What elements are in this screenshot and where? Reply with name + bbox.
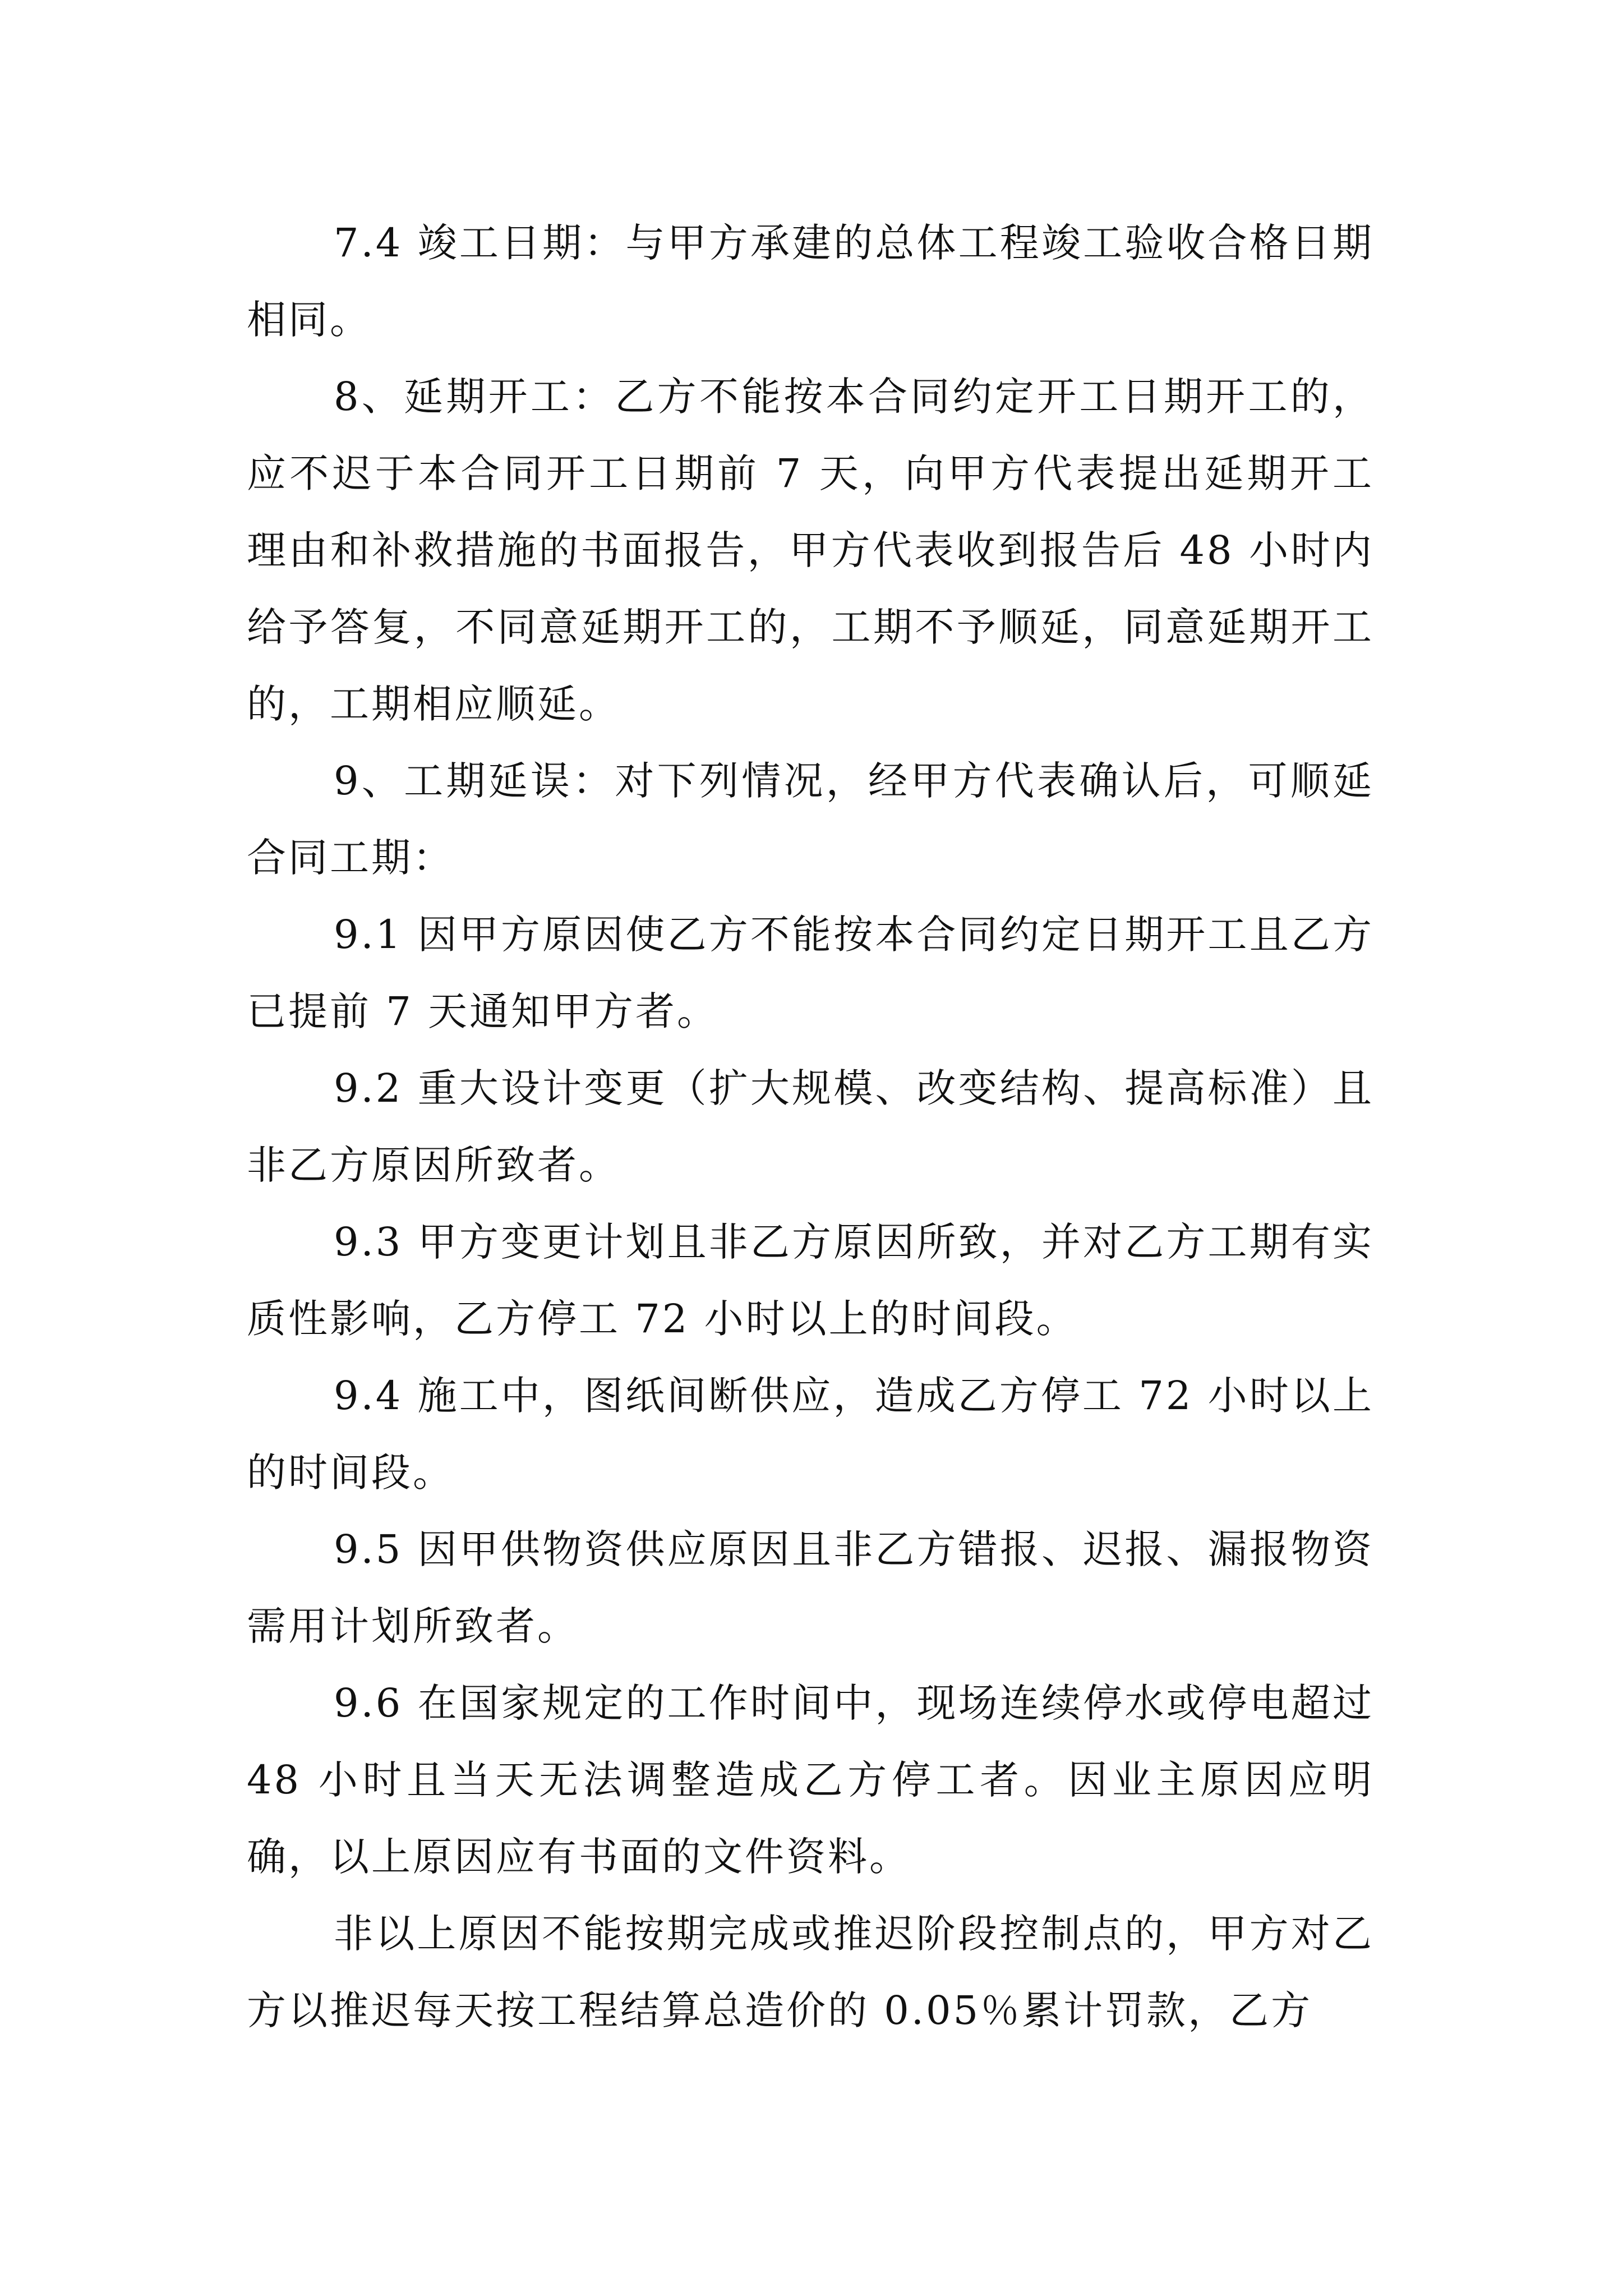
paragraph-9-schedule-delay: 9、工期延误：对下列情况，经甲方代表确认后，可顺延合同工期： [247,758,1374,881]
paragraph-9-3: 9.3 甲方变更计划且非乙方原因所致，并对乙方工期有实质性影响，乙方停工 72 小时以上的时间段。 [247,1219,1374,1342]
paragraph-8-delayed-start: 8、延期开工：乙方不能按本合同约定开工日期开工的，应不迟于本合同开工日期前 7 天，向甲方代表提出延期开工理由和补救措施的书面报告，甲方代表收到报告后 48 小时内给予答复，不同意延期开工的，工期不予顺延，同意延期开工的，工期相应顺延。 [247,374,1374,727]
paragraph-9-2: 9.2 重大设计变更（扩大规模、改变结构、提高标准）且非乙方原因所致者。 [247,1065,1374,1188]
paragraph-7-4-completion-date: 7.4 竣工日期：与甲方承建的总体工程竣工验收合格日期相同。 [247,220,1374,343]
paragraph-9-6: 9.6 在国家规定的工作时间中，现场连续停水或停电超过 48 小时且当天无法调整造成乙方停工者。因业主原因应明确，以上原因应有书面的文件资料。 [247,1680,1374,1880]
document-body [247,205,1374,2049]
paragraph-9-5: 9.5 因甲供物资供应原因且非乙方错报、迟报、漏报物资需用计划所致者。 [247,1526,1374,1649]
paragraph-penalty: 非以上原因不能按期完成或推迟阶段控制点的，甲方对乙方以推迟每天按工程结算总造价的 0.05％累计罚款，乙方 [247,1911,1374,2033]
paragraph-9-1: 9.1 因甲方原因使乙方不能按本合同约定日期开工且乙方已提前 7 天通知甲方者。 [247,912,1374,1034]
paragraph-9-4: 9.4 施工中，图纸间断供应，造成乙方停工 72 小时以上的时间段。 [247,1373,1374,1496]
